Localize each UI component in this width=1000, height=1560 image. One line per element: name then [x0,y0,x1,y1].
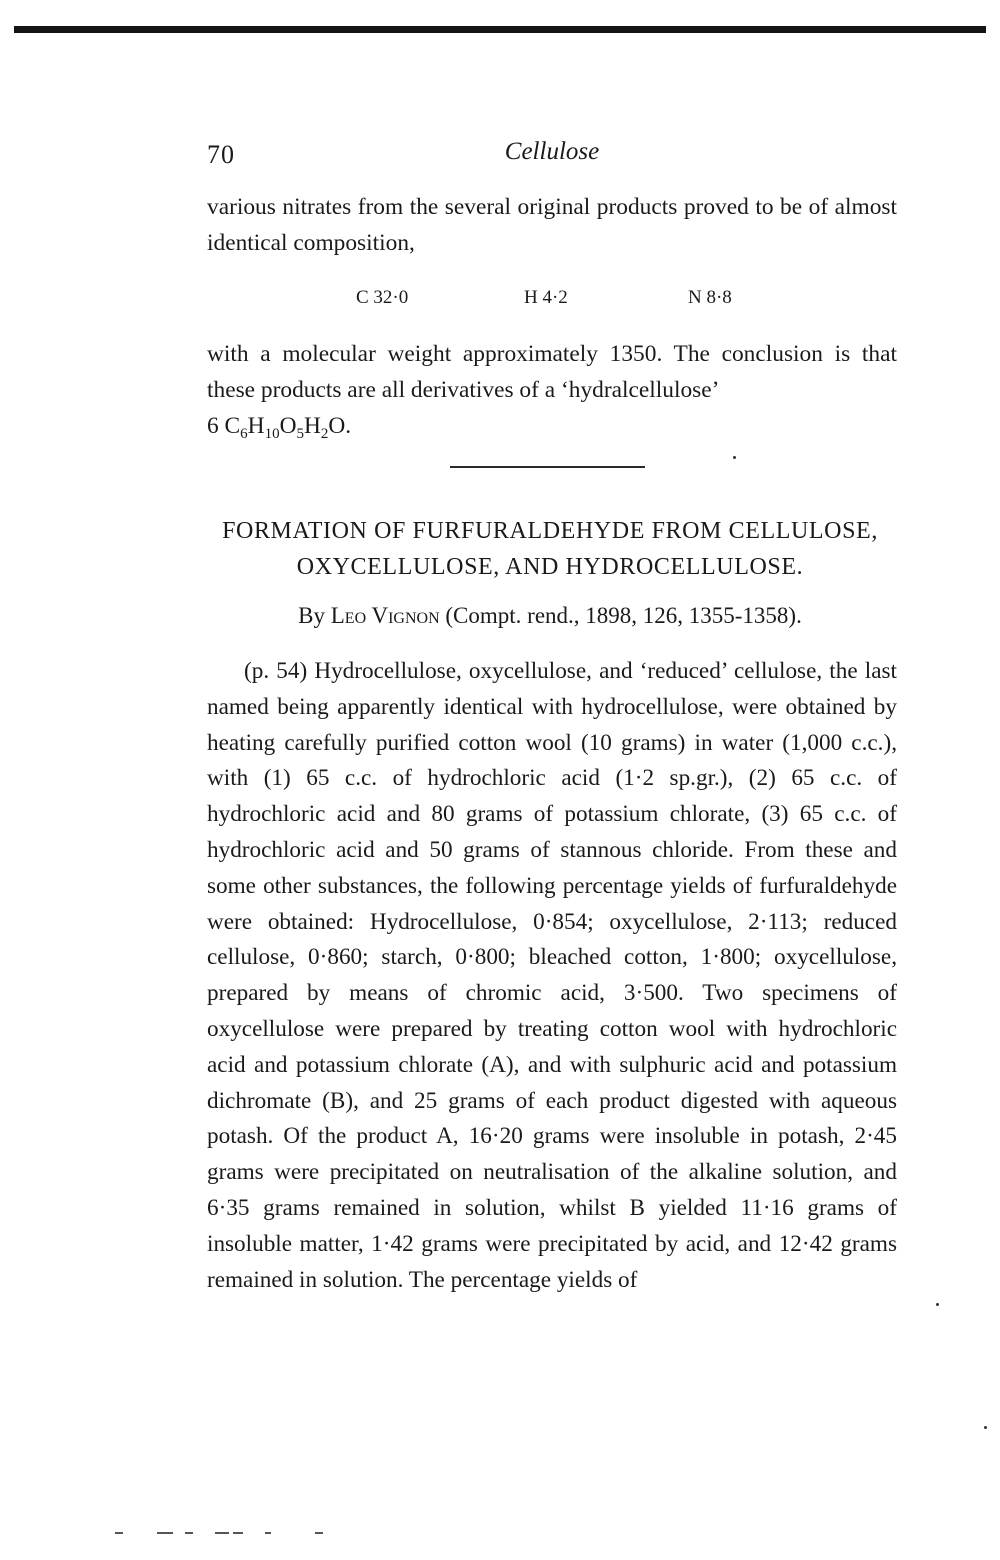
hydrogen-value: H 4·2 [524,287,568,308]
citation: (Compt. rend., 1898, 126, 1355-1358). [445,603,802,628]
paragraph-conclusion [207,337,897,452]
print-speck [936,1303,939,1306]
running-head [207,136,897,176]
byline: By Leo Vignon (Compt. rend., 1898, 126, 1355-1358). [298,603,802,628]
composition-line [0,287,1000,317]
print-speck [733,456,736,459]
bottom-print-marks [115,1532,335,1536]
paragraph-vignon: (p. 54) Hydrocellulose, oxycellulose, and ‘reduced’ cellulose, the last named being apparently identical with hydrocellulose, were obtained by heating carefully purified cotton wool (10 grams) in water (1,000 c.c.), with (1) 65 c.c. of hydrochloric acid (1·2 sp.gr.), (2) 65 c.c. of hydrochloric acid and 80 grams of potassium chlorate, (3) 65 c.c. of hydrochloric acid and 50 grams of stannous chloride. From these and some other substances, the following percentage yields of furfuraldehyde were obtained: Hydrocellulose, 0·854; oxycellulose, 2·113; reduced cellulose, 0·860; starch, 0·800; bleached cotton, 1·800; oxycellulose, prepared by means of chromic acid, 3·500. Two specimens of oxycellulose were prepared by treating cotton wool with hydrochloric acid and potassium chlorate (A), and with sulphuric acid and potassium dichromate (B), and 25 grams of each product digested with aqueous potash. Of the product A, 16·20 grams were insoluble in potash, 2·45 grams were precipitated on neutralisation of the alkaline solution, and 6·35 grams remained in solution, whilst B yielded 11·16 grams of insoluble matter, 1·42 grams were precipitated by acid, and 12·42 grams remained in solution. The percentage yields of [207,658,897,1293]
paragraph-nitrates: various nitrates from the several original products proved to be of almost identical composition, [207,194,897,256]
carbon-value: C 32·0 [356,287,409,308]
conclusion-text: with a molecular weight approximately 1350. The conclusion is that these products are all derivatives of a ‘hydralcellulose’ [207,341,897,403]
print-speck [984,1426,987,1429]
section-divider [450,466,645,468]
nitrogen-value: N 8·8 [688,287,732,308]
running-title: Cellulose [504,138,600,165]
top-rule [14,26,986,33]
hydralcellulose-formula: 6 $C_6H_{10}O_5H_2O$. [207,412,352,442]
author-name: Leo Vignon [330,603,440,628]
section-heading: FORMATION OF FURFURALDEHYDE FROM CELLULOSE, OXYCELLULOSE, AND HYDROCELLULOSE. [222,518,878,580]
page-number: 70 [207,140,235,169]
